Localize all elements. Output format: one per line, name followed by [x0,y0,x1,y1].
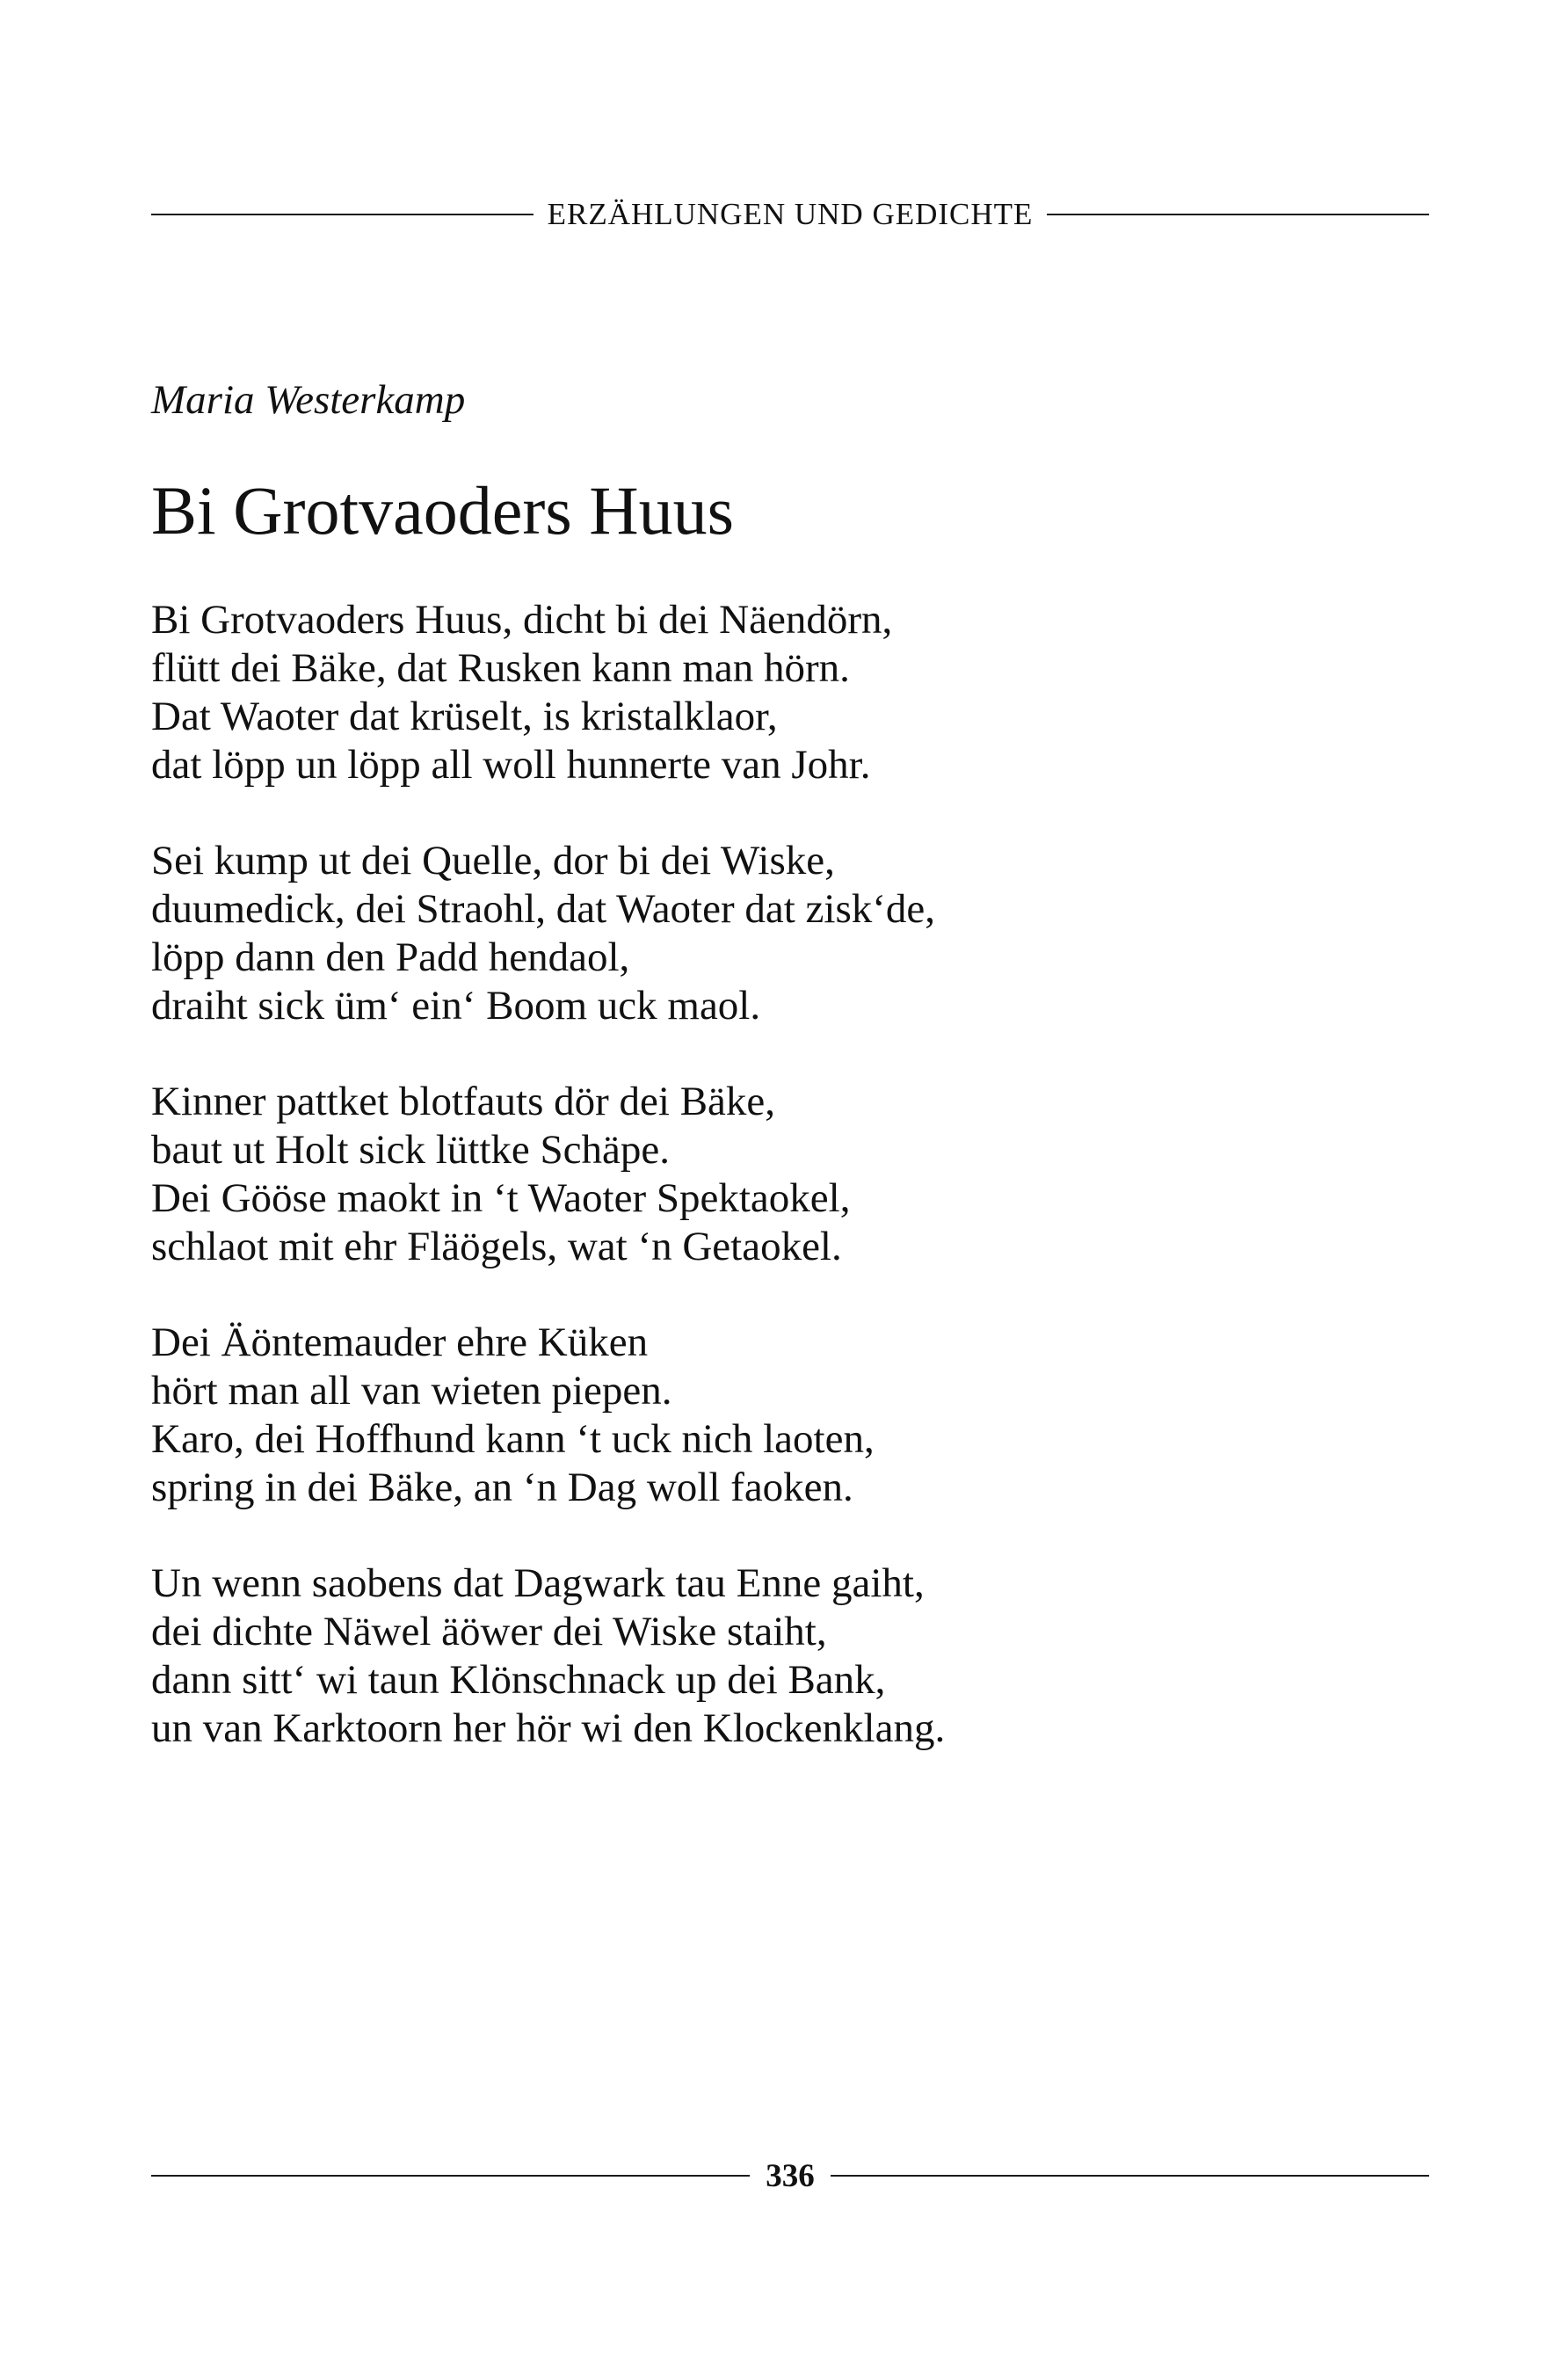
poem-line: schlaot mit ehr Fläögels, wat ‘n Getaokel. [151,1224,842,1269]
poem-line: Dei Gööse maokt in ‘t Waoter Spektaokel, [151,1175,851,1221]
poem-line: dei dichte Näwel äöwer dei Wiske staiht, [151,1609,827,1654]
running-header [151,192,1429,237]
stanza-5 [151,1559,1294,1753]
poem-line: hört man all van wieten piepen. [151,1368,672,1414]
poem-line: Kinner pattket blotfauts dör dei Bäke, [151,1079,776,1124]
poem-body [151,596,1294,1800]
poem-line: spring in dei Bäke, an ‘n Dag woll faoken. [151,1465,853,1510]
page-footer [151,2154,1429,2198]
poem-line: flütt dei Bäke, dat Rusken kann man hörn. [151,645,850,691]
poem-line: Karo, dei Hoffhund kann ‘t uck nich laoten, [151,1416,875,1462]
header-rule-right [1047,214,1429,215]
poem-line: Un wenn saobens dat Dagwark tau Enne gaiht, [151,1560,925,1606]
poem-line: duumedick, dei Straohl, dat Waoter dat zisk‘de, [151,886,936,932]
poem-line: baut ut Holt sick lüttke Schäpe. [151,1127,671,1173]
page-number: 336 [766,2157,815,2194]
poem-line: löpp dann den Padd hendaol, [151,934,630,980]
poem-line: Sei kump ut dei Quelle, dor bi dei Wiske, [151,838,835,883]
stanza-2 [151,837,1294,1030]
poem-line: Dei Äöntemauder ehre Küken [151,1319,649,1365]
stanza-3 [151,1078,1294,1271]
footer-rule-left [151,2175,750,2177]
footer-rule-right [831,2175,1429,2177]
author-name: Maria Westerkamp [151,377,466,423]
running-title: ERZÄHLUNGEN UND GEDICHTE [547,197,1034,231]
poem-line: Bi Grotvaoders Huus, dicht bi dei Näendörn, [151,597,893,643]
poem-line: Dat Waoter dat krüselt, is kristalklaor, [151,694,778,739]
header-rule-left [151,214,534,215]
poem-title: Bi Grotvaoders Huus [151,472,734,549]
poem-line: draiht sick üm‘ ein‘ Boom uck maol. [151,983,761,1029]
poem-line: dat löpp un löpp all woll hunnerte van Johr. [151,742,871,788]
poem-line: dann sitt‘ wi taun Klönschnack up dei Bank, [151,1657,886,1703]
stanza-1 [151,596,1294,789]
poem-line: un van Karktoorn her hör wi den Klockenklang. [151,1705,946,1751]
stanza-4 [151,1319,1294,1512]
